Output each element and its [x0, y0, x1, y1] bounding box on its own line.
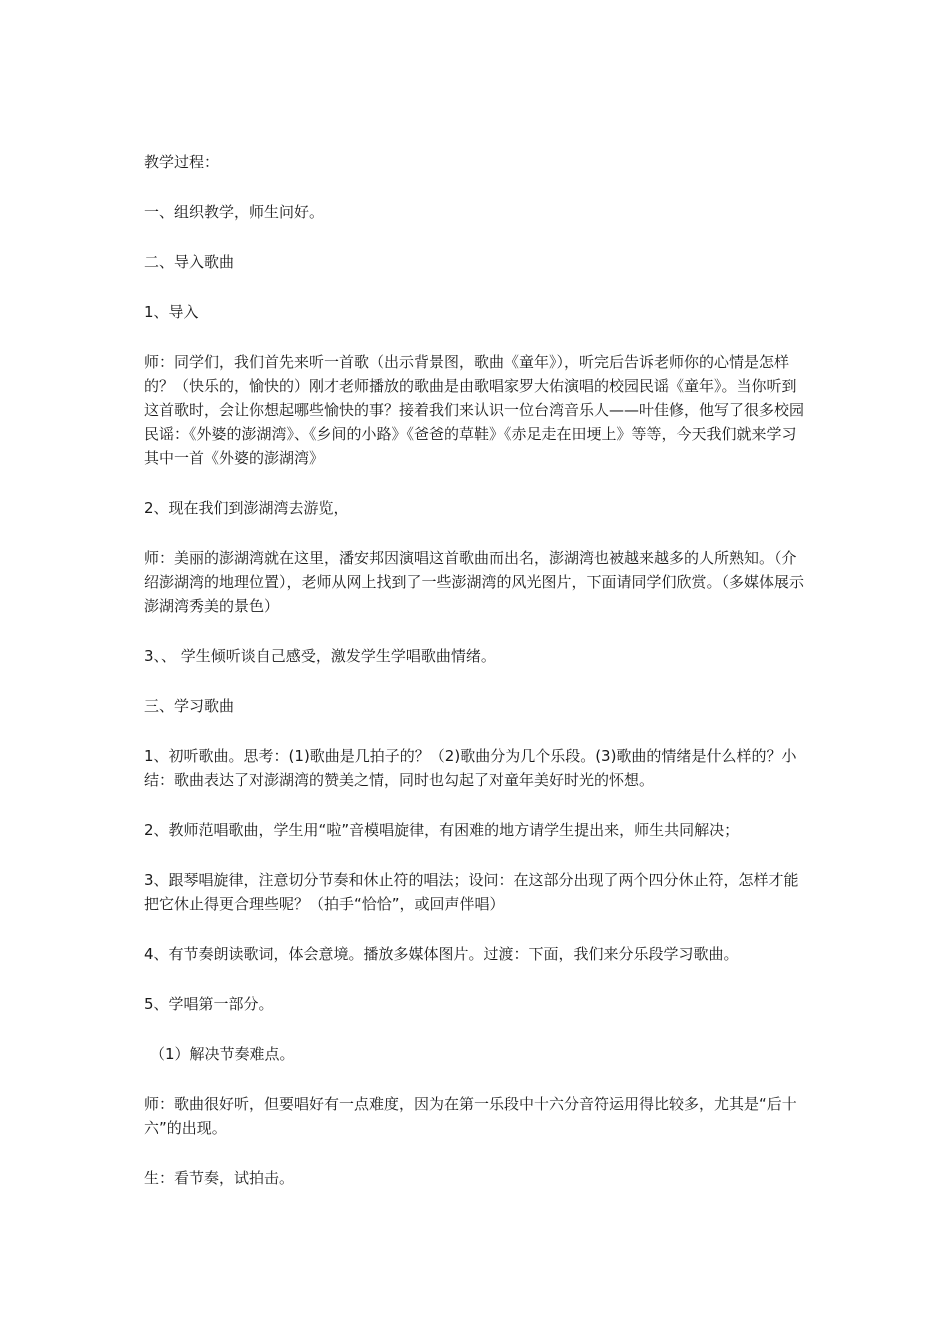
teacher-dialogue-penghu: 师：美丽的澎湖湾就在这里，潘安邦因演唱这首歌曲而出名，澎湖湾也被越来越多的人所熟知。（介绍澎湖湾的地理位置），老师从网上找到了一些澎湖湾的风光图片，下面请同学们欣赏。（多媒体展示澎湖湾秀美的景色）: [144, 549, 805, 615]
teacher-dialogue-rhythm: 师：歌曲很好听，但要唱好有一点难度，因为在第一乐段中十六分音符运用得比较多，尤其是“后十六”的出现。: [144, 1095, 797, 1137]
document-body: [144, 150, 810, 1216]
step-introduce-song: 二、导入歌曲: [144, 253, 235, 271]
substep-introduction: 1、导入: [144, 303, 199, 321]
substep-rhythmic-reading: 4、有节奏朗读歌词，体会意境。播放多媒体图片。过渡：下面，我们来分乐段学习歌曲。: [144, 945, 739, 963]
substep-teacher-demo: 2、教师范唱歌曲，学生用“啦”音模唱旋律，有困难的地方请学生提出来，师生共同解决；: [144, 821, 740, 839]
teacher-dialogue-intro: 师：同学们，我们首先来听一首歌（出示背景图，歌曲《童年》），听完后告诉老师你的心情是怎样的？（快乐的，愉快的）刚才老师播放的歌曲是由歌唱家罗大佑演唱的校园民谣《童年》。当你听到这首歌时，会让你想起哪些愉快的事？接着我们来认识一位台湾音乐人——叶佳修，他写了很多校园民谣：《外婆的澎湖湾》、《乡间的小路》《爸爸的草鞋》《赤足走在田埂上》等等，今天我们就来学习其中一首《外婆的澎湖湾》: [144, 353, 805, 467]
substep-first-listen: 1、初听歌曲。思考：(1)歌曲是几拍子的？（2)歌曲分为几个乐段。(3)歌曲的情绪是什么样的？小结：歌曲表达了对澎湖湾的赞美之情，同时也勾起了对童年美好时光的怀想。: [144, 747, 797, 789]
substep-sing-with-piano: 3、跟琴唱旋律，注意切分节奏和休止符的唱法；设问：在这部分出现了两个四分休止符，怎样才能把它休止得更合理些呢？（拍手“恰恰”，或回声伴唱）: [144, 871, 799, 913]
step-learn-song: 三、学习歌曲: [144, 697, 235, 715]
substep-learn-part-one: 5、学唱第一部分。: [144, 995, 274, 1013]
student-response: 生：看节奏，试拍击。: [144, 1169, 295, 1187]
substep-rhythm-difficulty: （1）解决节奏难点。: [150, 1045, 295, 1063]
section-heading-teaching-process: 教学过程：: [144, 153, 220, 171]
substep-student-feelings: 3、、 学生倾听谈自己感受，激发学生学唱歌曲情绪。: [144, 647, 496, 665]
substep-visit-penghu: 2、现在我们到澎湖湾去游览，: [144, 499, 349, 517]
step-organize-teaching: 一、组织教学，师生问好。: [144, 203, 325, 221]
